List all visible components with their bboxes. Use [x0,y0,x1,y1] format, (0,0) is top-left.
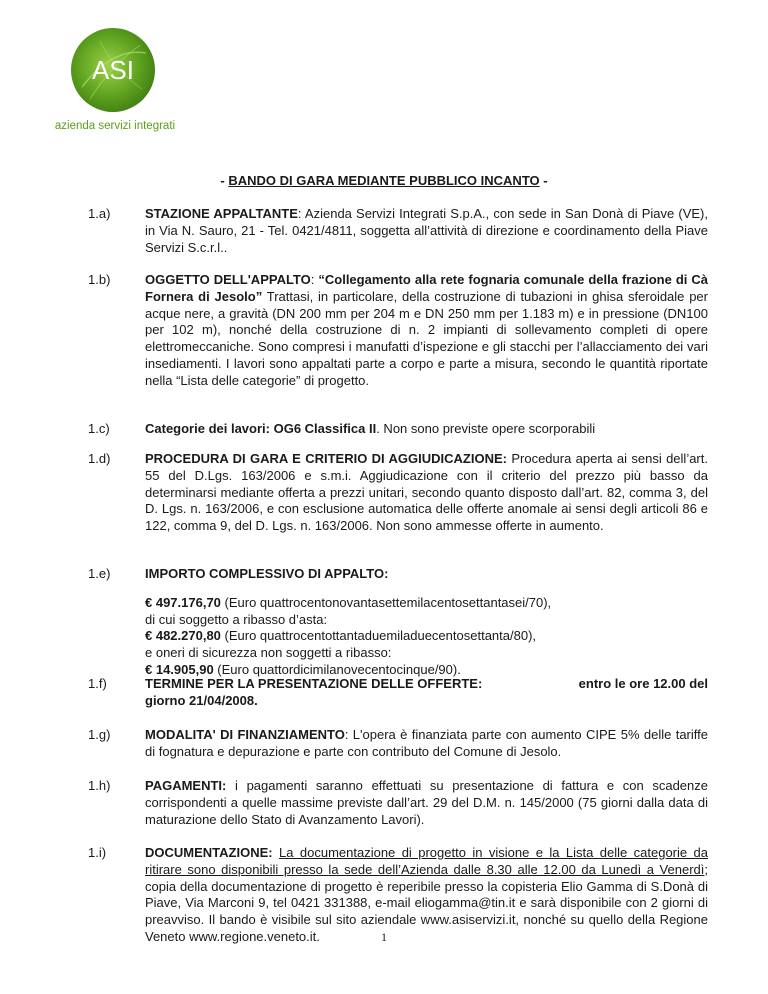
section-label: DOCUMENTAZIONE: [145,845,273,860]
availability-note: La documentazione di progetto in visione e la Lista delle categorie da ritirare sono disponibili presso la sede dell’Azienda dalle 8.30 alle 12.00 da Lunedì a Venerdì [145,845,708,877]
section-text: ; copia della documentazione di progetto è reperibile presso la copisteria Elio Gamma di S.Donà di Piave, Via Marconi 9, tel 0421 331388, e-mail eliogamma@tin.it e sarà disponibile con 2 giorni di preavviso. Il bando è visibile sul sito aziendale www.asiservizi.it, nonché su quello della Regione Veneto www.regione.veneto.it. [145,861,708,944]
safety-amount: € 14.905,90 [145,661,214,677]
section-text: Trattasi, in particolare, della costruzione di tubazioni in ghisa sferoidale per acque nere, a gravità (DN 200 mm per 204 m e DN 250 mm per 1.183 m) e in pressione (DN100 per 102 m), nonché della costruzione di n. 2 impianti di sollevamento completi di opere elettromeccaniche. Sono compresi i manufatti d’ispezione e gli stacchi per l’allacciamento dei vari insediamenti. I lavori sono appaltati parte a corpo e parte a misura, secondo le quantità riportate nella “Lista delle categorie” di progetto. [145,288,708,388]
section-text: i pagamenti saranno effettuati su presentazione di fattura e con scadenze corrispondenti a quelle massime previste dall’art. 29 del D.M. n. 145/2000 (75 giorni dalla data di maturazione dello Stato di Avanzamento Lavori). [145,778,708,827]
section-number: 1.d) [88,451,111,466]
section-1f [88,676,708,710]
section-text: : Azienda Servizi Integrati S.p.A., con sede in San Donà di Piave (VE), in Via N. Sauro, 21 - Tel. 0421/4811, soggetta all’attività di direzione e coordinamento della Piave Servizi S.c.r.l.. [145,206,708,255]
section-label: MODALITA' DI FINANZIAMENTO [145,727,345,742]
section-label: STAZIONE APPALTANTE [145,206,298,221]
auction-amount: € 482.270,80 [145,628,221,644]
section-1g [88,727,708,761]
section-number: 1.e) [88,566,111,581]
section-number: 1.c) [88,421,110,436]
section-text: Procedura aperta ai sensi dell’art. 55 del D.Lgs. 163/2006 e s.m.i. Aggiudicazione con il criterio del prezzo più basso da determinarsi mediante offerta a prezzi unitari, secondo quanto disposto dall’art. 82, comma 3, del D. Lgs. n. 163/2006, e con esclusione automatica delle offerte anomale ai sensi degli articoli 86 e 122, comma 9, del D. Lgs. n. 163/2006. Non sono ammesse offerte in aumento. [145,451,708,534]
deadline: entro le ore 12.00 del [578,676,708,691]
project-title: “Collegamento alla rete fognaria comunale della frazione di Cà Fornera di Jesolo” [145,272,708,304]
section-text: : L'opera è finanziata parte con aumento CIPE 5% delle tariffe di fognatura e depurazione e parte con contributo del Comune di Jesolo. [145,727,708,759]
section-label: PAGAMENTI: [145,778,227,793]
total-amount: € 497.176,70 [145,594,221,610]
section-1e: 1.e) IMPORTO COMPLESSIVO DI APPALTO: € 497.176,70 (Euro quattrocentonovantasettemilacentosettantasei/70), di cui soggetto a ribasso d’asta: € 482.270,80 (Euro quattrocentottantaduemiladuecentosettanta/80), e oneri di sicurezza non soggetti a ribasso: € 14.905,90 (Euro quattordicimilanovecentocinque/90). [88,566,708,679]
section-number: 1.g) [88,727,111,742]
section-1c [88,421,708,438]
section-text: . Non sono previste opere scorporabili [376,421,596,436]
section-label: IMPORTO COMPLESSIVO DI APPALTO: [145,566,389,581]
deadline-date: giorno 21/04/2008. [145,692,258,708]
page-number: 1 [381,930,387,944]
section-label: PROCEDURA DI GARA E CRITERIO DI AGGIUDICAZIONE: [145,451,507,466]
section-label: OGGETTO DELL'APPALTO [145,272,311,287]
section-number: 1.i) [88,845,107,860]
logo-tagline: azienda servizi integrati [54,120,176,132]
section-1h [88,778,708,828]
section-label: Categorie dei lavori: OG6 Classifica II [145,421,377,436]
section-label: TERMINE PER LA PRESENTAZIONE DELLE OFFERTE: [145,676,483,691]
logo-text: ASI [92,55,134,85]
section-1b: 1.b) OGGETTO DELL'APPALTO: “Collegamento alla rete fognaria comunale della frazione di Cà Fornera di Jesolo” Trattasi, in particolare, della costruzione di tubazioni in ghisa sferoidale per acque nere, a gravità (DN 200 mm per 204 m e DN 250 mm per 1.183 m) e in pressione (DN100 per 102 m), nonché della costruzione di n. 2 impianti di sollevamento completi di opere elettromeccaniche. Sono compresi i manufatti d’ispezione e gli stacchi per l’allacciamento dei vari insediamenti. I lavori sono appaltati parte a corpo e parte a misura, secondo le quantità riportate nella “Lista delle categorie” di progetto. [88,272,708,388]
section-1d [88,451,708,535]
section-number: 1.h) [88,778,111,793]
asi-logo [70,27,156,113]
document-title: - BANDO DI GARA MEDIANTE PUBBLICO INCANTO - [220,173,548,188]
section-1a [88,206,708,256]
section-number: 1.a) [88,206,111,221]
section-number: 1.f) [88,676,107,691]
section-number: 1.b) [88,272,111,287]
